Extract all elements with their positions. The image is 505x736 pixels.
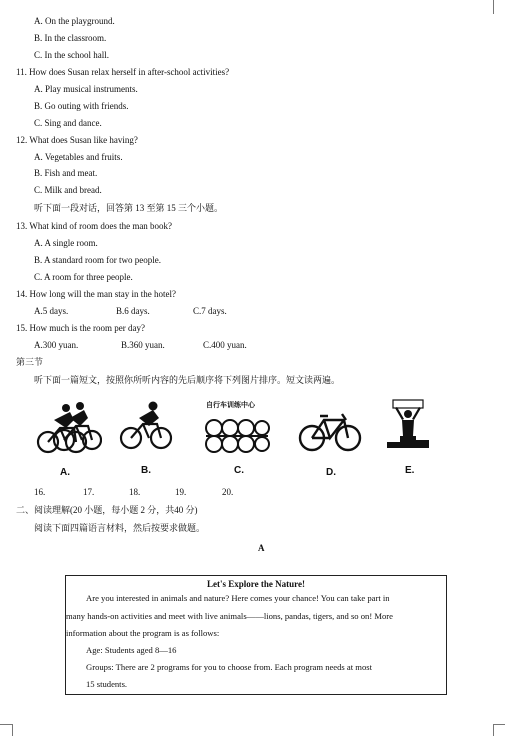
crop-mark-bottom-left-h — [0, 724, 12, 725]
option-line: A. Play musical instruments. — [34, 84, 138, 94]
question-line: 11. How does Susan relax herself in after-school activities? — [16, 67, 230, 77]
picture-label-b: B. — [141, 465, 151, 476]
answer-number: 18. — [129, 487, 141, 497]
passage-box — [65, 575, 447, 695]
bicycle-icon — [298, 410, 362, 454]
question-line: 15. How much is the room per day? — [16, 323, 145, 333]
q14-option-c: C.7 days. — [193, 306, 227, 316]
passage-line: 15 students. — [86, 679, 128, 689]
single-cyclist-icon — [119, 398, 173, 452]
picture-label-d: D. — [326, 467, 336, 478]
option-line: A. Vegetables and fruits. — [34, 152, 123, 162]
q15-option-a: A.300 yuan. — [34, 340, 79, 350]
picture-label-e: E. — [405, 465, 415, 476]
passage-line: Age: Students aged 8—16 — [86, 645, 177, 655]
part-title: 二、阅读理解(20 小题，每小题 2 分，共40 分) — [16, 505, 198, 515]
passage-title: Let's Explore the Nature! — [207, 579, 305, 589]
picture-label-c: C. — [234, 465, 244, 476]
passage-line: many hands-on activities and meet with live animals——lions, pandas, tigers, and so on! More — [66, 611, 393, 621]
answer-number: 19. — [175, 487, 187, 497]
question-line: 12. What does Susan like having? — [16, 135, 138, 145]
option-line: C. In the school hall. — [34, 50, 109, 60]
passage-letter: A — [258, 543, 265, 553]
q14-option-a: A.5 days. — [34, 306, 69, 316]
bike-center-sign: 自行车训练中心 — [206, 401, 255, 409]
option-line: B. A standard room for two people. — [34, 255, 161, 265]
part-instruction: 阅读下面四篇语言材料，然后按要求做题。 — [34, 523, 206, 533]
option-line: B. Fish and meat. — [34, 168, 98, 178]
question-line: 14. How long will the man stay in the hotel? — [16, 289, 176, 299]
listening-instruction: 听下面一段对话，回答第 13 至第 15 三个小题。 — [34, 203, 224, 213]
answer-number: 20. — [222, 487, 234, 497]
option-line: A. On the playground. — [34, 16, 115, 26]
q15-option-b: B.360 yuan. — [121, 340, 165, 350]
option-line: C. Milk and bread. — [34, 185, 102, 195]
option-line: B. Go outing with friends. — [34, 101, 129, 111]
passage-line: Groups: There are 2 programs for you to choose from. Each program needs at most — [86, 662, 372, 672]
passage-line: Are you interested in animals and nature? Here comes your chance! You can take part in — [86, 593, 390, 603]
q14-option-b: B.6 days. — [116, 306, 150, 316]
section-instruction: 听下面一篇短文，按照你所听内容的先后顺序将下列图片排序。短文读两遍。 — [34, 375, 341, 385]
podium-winner-icon — [383, 398, 439, 452]
section-title: 第三节 — [16, 357, 44, 367]
q15-option-c: C.400 yuan. — [203, 340, 247, 350]
question-line: 13. What kind of room does the man book? — [16, 221, 173, 231]
picture-label-a: A. — [60, 467, 70, 478]
cycling-race-icon — [36, 398, 102, 458]
crop-mark-top-right — [493, 0, 494, 14]
option-line: C. A room for three people. — [34, 272, 133, 282]
crop-mark-bottom-right-h — [493, 724, 505, 725]
crop-mark-bottom-right — [493, 724, 494, 736]
option-line: A. A single room. — [34, 238, 98, 248]
answer-number: 16. — [34, 487, 46, 497]
option-line: C. Sing and dance. — [34, 118, 102, 128]
answer-number: 17. — [83, 487, 95, 497]
option-line: B. In the classroom. — [34, 33, 107, 43]
passage-line: information about the program is as follows: — [66, 628, 220, 638]
crop-mark-bottom-left — [12, 724, 13, 736]
